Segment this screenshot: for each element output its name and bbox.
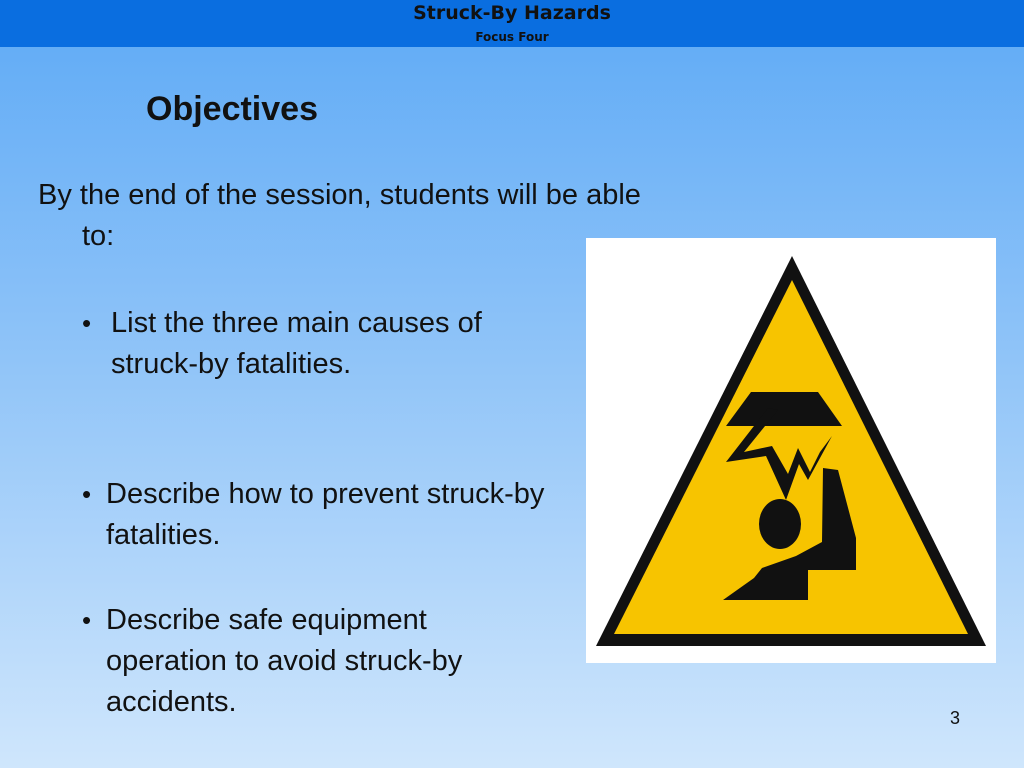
intro-text: By the end of the session, students will be able to: <box>38 179 641 252</box>
warning-sign-image <box>586 238 996 663</box>
bullet-text: List the three main causes of struck-by fatalities. <box>111 307 482 380</box>
header-subtitle: Focus Four <box>475 30 549 44</box>
bullet-text: Describe safe equipment operation to avoid struck-by accidents. <box>106 604 463 718</box>
bullet-text: Describe how to prevent struck-by fatalities. <box>106 478 545 551</box>
bullet-dot: • <box>82 479 92 509</box>
bullet-dot: • <box>82 605 92 635</box>
page-number: 3 <box>950 708 961 728</box>
bullet-item <box>82 600 552 723</box>
falling-object-warning-icon <box>586 238 996 663</box>
header-bar <box>0 0 1024 47</box>
header-title: Struck-By Hazards <box>413 2 611 24</box>
bullet-dot: • <box>82 308 92 338</box>
bullet-item <box>82 303 502 385</box>
slide-title: Objectives <box>146 90 318 128</box>
bullet-item <box>82 474 552 556</box>
person-head-icon <box>759 499 801 549</box>
